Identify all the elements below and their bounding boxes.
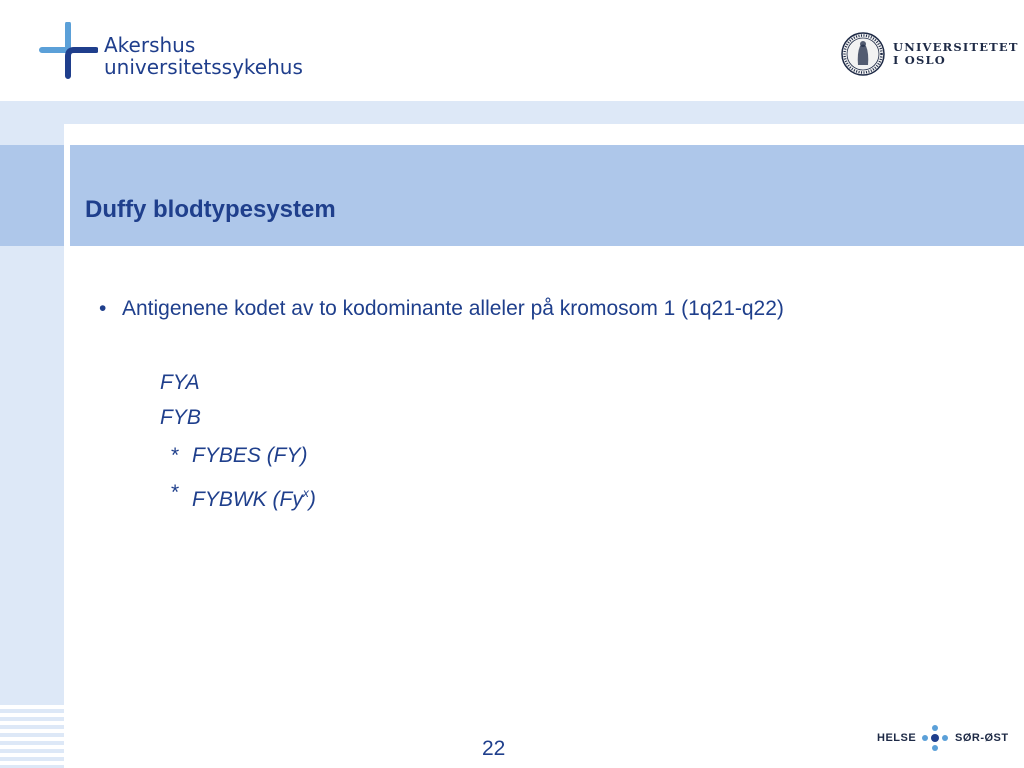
subitem-fybwk-main: FYBWK (Fy [192,488,303,511]
helse-logo-right: SØR-ØST [955,732,1009,744]
band-stripe [0,745,64,749]
gene-fya: FYA [160,371,200,394]
slide-title: Duffy blodtypesystem [85,196,336,223]
title-bar-left [0,145,64,246]
gene-fyb: FYB [160,406,201,429]
ahus-logo-text [104,34,303,78]
university-seal-icon [840,31,886,77]
top-band [0,101,1024,124]
subitem-marker: * [171,444,180,467]
band-stripe [0,705,64,709]
band-stripe [0,713,64,717]
bullet-text: Antigenene kodet av to kodominante alleler på kromosom 1 (1q21-q22) [122,297,784,320]
bullet-marker: • [99,297,107,320]
band-stripe [0,737,64,741]
band-stripe [0,753,64,757]
subitem-fybwk-end: ) [308,488,316,511]
band-stripe [0,761,64,765]
helse-logo-left: HELSE [877,732,917,744]
uio-logo-line2: I OSLO [893,53,947,67]
subitem-fybes: FYBES (FY) [192,444,308,467]
subitem-fybwk-superscript: x [302,486,309,500]
ahus-logo-line1: Akershus [104,33,196,57]
band-stripe [0,729,64,733]
subitem-fybwk [192,481,316,512]
page-number: 22 [482,737,506,760]
ahus-logo-line2: universitetssykehus [104,55,303,79]
ahus-logo-mark [38,22,98,80]
uio-logo-line1: UNIVERSITETET [893,40,1019,54]
uio-logo-text [893,41,1019,67]
subitem-marker: * [171,481,180,504]
band-stripe [0,721,64,725]
helse-dots-icon [919,724,951,752]
